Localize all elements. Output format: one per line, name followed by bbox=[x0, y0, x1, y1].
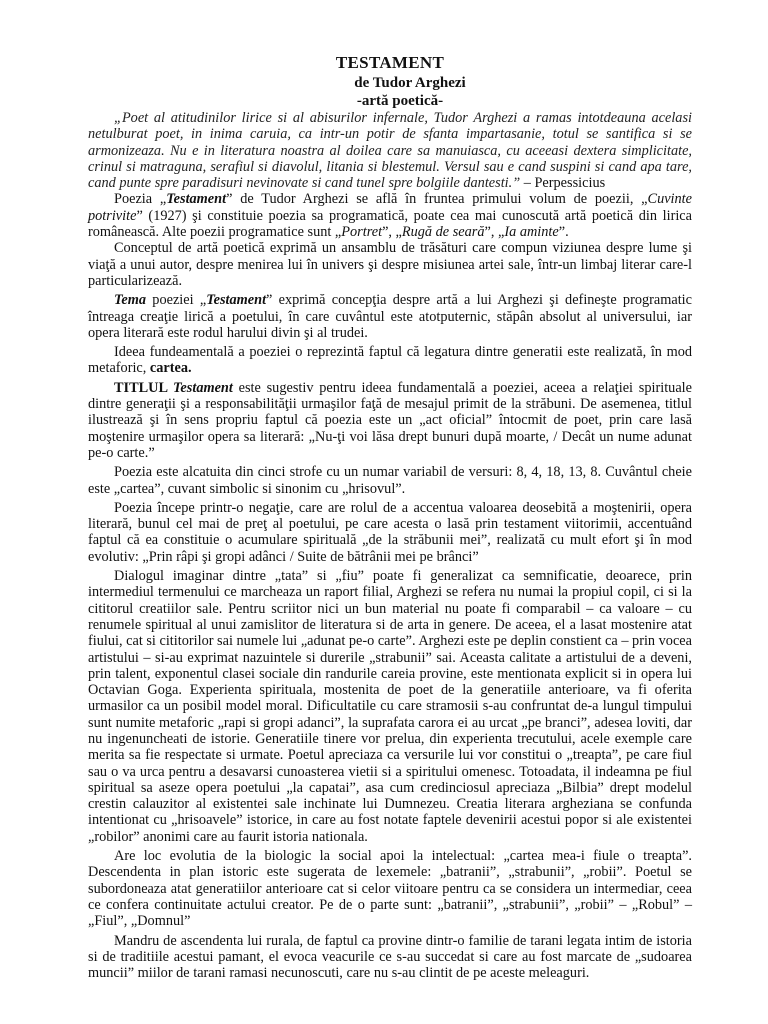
text-run: poeziei „ bbox=[146, 292, 207, 309]
text-run: ”. bbox=[558, 224, 569, 241]
text-run: ” (1927) şi constituie poezia sa programatică, poate cea mai cunoscută artă poetică din lirica românească. Alte poezii programatice sunt „ bbox=[88, 207, 692, 241]
document-author: de Tudor Arghezi bbox=[354, 75, 466, 91]
document-page bbox=[88, 52, 692, 981]
text-run-bold: Testament bbox=[166, 191, 227, 208]
text-run: ” exprimă concepţia despre artă a lui Arghezi şi defineşte programatic întreaga creaţie lirică a poetului, în care cuvântul este atotputernic, stăpân absolut al universului, iar opera literară este rodul harului divin şi al trudei. bbox=[88, 292, 692, 341]
paragraph-theme bbox=[88, 292, 692, 341]
text-run-italic: Cuvinte potrivite bbox=[88, 191, 692, 224]
document-title: TESTAMENT bbox=[335, 53, 445, 72]
paragraph-evolution: Are loc evolutia de la biologic la social apoi la intelectual: „cartea mea-i fiule o treapta”. Descendenta in plan istoric este sugerata de lexemele: „batranii”, „strabunii”, „robii”. Poetul se subordoneaza atat generatiilor anterioare cat si celor viitoare pentru ca se considera un intermediar, ceea ce confera continuitate actului creator. Pe de o parte sunt: „batranii”, „strabunii”, „robii” – „Robul” – „Fiul”, „Domnul” bbox=[88, 848, 692, 930]
text-run: ” de Tudor Arghezi se află în fruntea primului volum de poezii, „ bbox=[226, 191, 648, 208]
text-run-bold: cartea. bbox=[149, 360, 192, 377]
motto-source: – Perpessicius bbox=[520, 175, 606, 192]
text-run-bold: Testament bbox=[206, 292, 267, 309]
text-run-bold: Testament bbox=[173, 379, 233, 396]
text-run-bold: Tema bbox=[114, 292, 147, 309]
motto-text: „Poet al atitudinilor lirice si al abisurilor infernale, Tudor Arghezi a ramas intotdeauna acelasi netulburat poet, in inima caruia, ca intr-un potir de sfanta impartasanie, totul se santifica si se armonizeaza. Nu e in literatura noastra al doilea care sa manuiasca, cu aceeasi dextera simplicitate, crinul si matraguna, serafiul si diavolul, litania si blestemul. Versul sau e cand suspini si cand apa tare, cand punte spre paradisuri nevinovate si cand tunel spre bolgiile dantesti.” bbox=[88, 110, 692, 192]
text-run: Ideea fundeamentală a poeziei o reprezintă faptul că legatura dintre generatii este realizată, în mod metaforic, bbox=[88, 344, 692, 377]
text-run: ”, „ bbox=[484, 224, 505, 241]
paragraph-intro bbox=[88, 191, 692, 240]
text-run-bold: TITLUL bbox=[114, 379, 174, 396]
text-run: Poezia „ bbox=[114, 191, 167, 208]
text-run-italic: Portret bbox=[341, 224, 383, 241]
paragraph-negation: Poezia începe printr-o negaţie, care are rolul de a accentua valoarea deosebită a moştenirii, opera literară, bunul cel mai de preţ al poetului, pe care acesta o lasă prin testament viitorimii, accentuând faptul că ea constituie o acumulare spirituală „de la străbunii mei”, realizată cu mult efort şi în mod evolutiv: „Prin râpi şi gropi adânci / Suite de bătrânii mei pe brânci” bbox=[88, 499, 692, 565]
paragraph-ancestry: Mandru de ascendenta lui rurala, de faptul ca provine dintr-o familie de tarani legata intim de istoria si de traditiile acestui pamant, el evoca veacurile ce s-au succedat si care au fost marcate de „sudoarea muncii” miilor de tarani ramasi necunoscuti, care nu s-au clintit de pe aceste meleaguri. bbox=[88, 932, 692, 982]
text-run: ”, „ bbox=[382, 224, 402, 241]
text-run: este sugestiv pentru ideea fundamentală a poeziei, aceea a relaţiei spirituale dintre generaţii şi a responsabilităţii urmaşilor faţă de mesajul primit de la străbuni. De asemenea, titlul ilustrează şi în sens propriu faptul că poezia este un „act oficial” întocmit de poet, prin care lasă moştenire urmaşilor opera sa literară: „Nu-ţi voi lăsa drept bunuri după moarte, / Decât un nume adunat pe-o carte.” bbox=[88, 379, 692, 461]
document-subtitle: -artă poetică- bbox=[356, 93, 444, 109]
text-run-italic: Rugă de seară bbox=[401, 224, 485, 241]
paragraph-structure: Poezia este alcatuita din cinci strofe cu un numar variabil de versuri: 8, 4, 18, 13, 8. Cuvântul cheie este „cartea”, cuvant simbolic si sinonim cu „hrisovul”. bbox=[88, 464, 692, 497]
text-run-italic: Ia aminte bbox=[504, 224, 559, 241]
paragraph-idea bbox=[88, 344, 692, 377]
paragraph-concept: Conceptul de artă poetică exprimă un ansamblu de trăsături care compun viziunea despre lume şi viaţă a unui autor, despre menirea lui în univers şi despre misiunea artei sale, într-un limbaj literar care-l particularizează. bbox=[88, 240, 692, 289]
paragraph-title bbox=[88, 380, 692, 461]
motto-paragraph bbox=[88, 110, 692, 191]
paragraph-dialogue: Dialogul imaginar dintre „tata” si „fiu” poate fi generalizat ca semnificatie, deoarece, prin intermediul termenului ce marcheaza un raport filial, Arghezi se refera nu numai la propiul copil, ci si la cititorul creatiilor sale. Pentru scriitor nici un bun material nu poate fi comparabil – ca valoare – cu renumele spiritual al unui zamislitor de literatura si de arta in genere. De aceea, el a lasat mostenire atat fiului, cat si cititorilor sai numele lui „adunat pe-o carte”. Arghezi este pe deplin constient ca – prin vocea artistului – si-au exprimat nazuintele si durerile „strabunii” sai. Aceasta calitate a artistului de a deveni, prin talent, exponentul clasei sociale din randurile careia provine, este mentionata explicit si in opera lui Octavian Goga. Experienta spirituala, mostenita de poet de la generatiile anterioare, va fi oferita urmasilor ca un posibil model moral. Dificultatile cu care stramosii s-au confruntat de-a lungul timpului sunt numite metaforic „rapi si gropi adanci”, la suprafata carora ei au urcat „pe branci”, adesea loviti, dar nu ingenuncheati de istorie. Generatiile tinere vor prelua, din experienta trecutului, acele exemple care merita sa fie respectate si urmate. Poetul apreciaza ca versurile lui vor constitui o „treapta”, pe care fiul sau o va urca pentru a desavarsi cunoasterea vietii si a spiritului omenesc. Totoadata, il indeamna pe fiul spiritual sa aseze opera poetului „la capatai”, asa cum credinciosul apreciaza „Bilbia” drept modelul crestin calauzitor al existentei sale inchinate lui Dumnezeu. Creatia literara argheziana se confunda intentionat cu „hrisoavele” istorice, in care au fost notate faptele devenirii acestui popor si ale existentei „robilor” anonimi care au faurit istoria nationala. bbox=[88, 568, 692, 845]
